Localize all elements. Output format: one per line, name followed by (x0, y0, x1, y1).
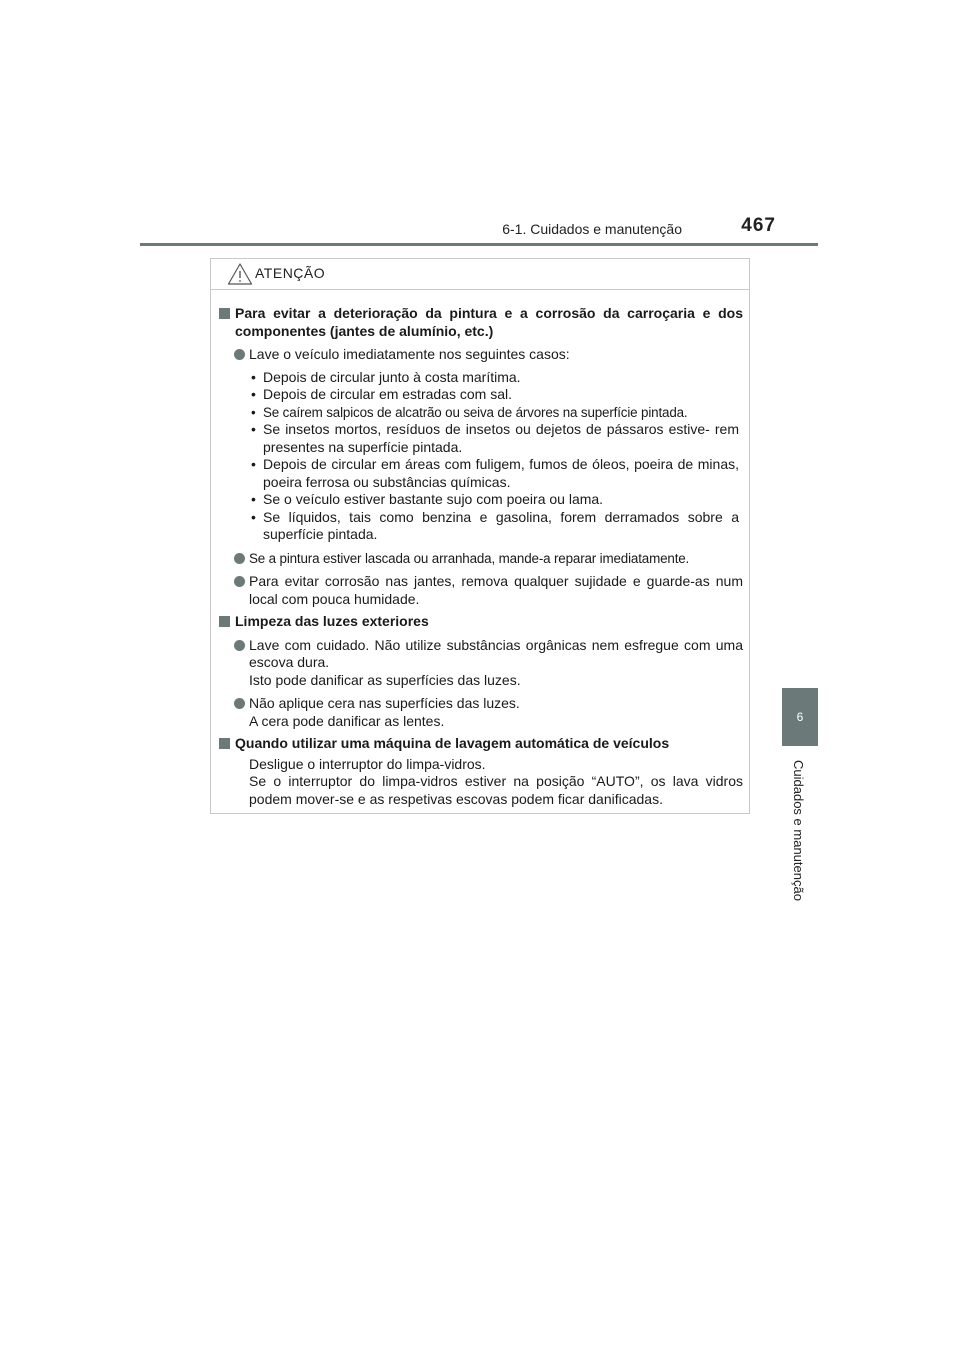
bullet-item (217, 695, 743, 730)
paragraph: Se o interruptor do limpa-vidros estiver na posição “AUTO”, os lava vidros podem mover-se e as respetivas escovas podem ficar danificadas. (249, 773, 743, 807)
warning-triangle-icon (227, 262, 253, 286)
sub-item: • Se caírem salpicos de alcatrão ou seiva de árvores na superfície pintada. (217, 404, 739, 422)
page-number: 467 (741, 215, 776, 236)
bullet-text: Lave com cuidado. Não utilize substâncias orgânicas nem esfregue com uma escova dura. (249, 636, 743, 670)
sub-item: • Depois de circular em estradas com sal. (217, 386, 739, 404)
chapter-tab (782, 688, 818, 746)
warning-label: ATENÇÃO (255, 265, 326, 281)
chapter-number: 6 (796, 710, 804, 724)
bullet-note: A cera pode danificar as lentes. (249, 712, 445, 729)
warning-box (210, 258, 750, 814)
sub-item: • Se líquidos, tais como benzina e gasolina, forem derramados sobre a superfície pintada. (217, 509, 739, 544)
chapter-side-label (782, 760, 818, 920)
sub-list (217, 369, 743, 544)
section-heading: Para evitar a deterioração da pintura e a corrosão da carroçaria e dos componentes (jantes de alumínio, etc.) (217, 305, 743, 340)
bullet-note: Isto pode danificar as superfícies das luzes. (249, 671, 521, 688)
warning-body (211, 290, 749, 808)
section-title: 6-1. Cuidados e manutenção (502, 221, 682, 237)
bullet-item: Se a pintura estiver lascada ou arranhada, mande-a reparar imediatamente. (217, 550, 743, 568)
warning-header (211, 259, 749, 290)
sub-item: • Depois de circular em áreas com fuligem, fumos de óleos, poeira de minas, poeira ferrosa ou substâncias químicas. (217, 456, 739, 491)
section-heading: Quando utilizar uma máquina de lavagem automática de veículos (217, 735, 743, 753)
sub-item: • Depois de circular junto à costa marítima. (217, 369, 739, 387)
section-heading: Limpeza das luzes exteriores (217, 613, 743, 631)
bullet-item: Lave o veículo imediatamente nos seguintes casos: (217, 346, 743, 364)
sub-item: • Se o veículo estiver bastante sujo com poeira ou lama. (217, 491, 739, 509)
bullet-text: Não aplique cera nas superfícies das luzes. (249, 695, 520, 711)
bullet-item: Para evitar corrosão nas jantes, remova qualquer sujidade e guarde-as num local com pouca humidade. (217, 573, 743, 608)
sub-item: • Se insetos mortos, resíduos de insetos ou dejetos de pássaros estive- rem presentes na superfície pintada. (217, 421, 739, 456)
chapter-title: Cuidados e manutenção (791, 760, 806, 901)
bullet-item (217, 637, 743, 690)
header-divider (140, 243, 818, 246)
paragraph: Desligue o interruptor do limpa-vidros. (249, 755, 486, 772)
